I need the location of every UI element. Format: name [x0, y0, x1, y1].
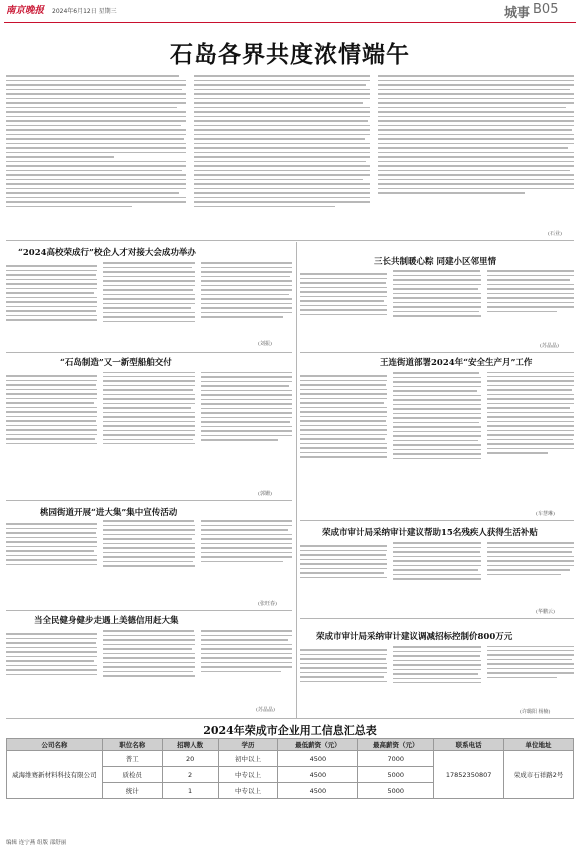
article-text-block: [6, 72, 186, 240]
article-source: (许璐阳 杨楠): [520, 709, 551, 715]
cell-position: 质检员: [102, 767, 162, 783]
article-text-block: [6, 630, 292, 712]
divider: [6, 500, 292, 501]
cell-min-salary: 4500: [278, 767, 358, 783]
jobs-table: [6, 738, 574, 799]
cell-education: 中专以上: [218, 783, 278, 799]
header-count: 招聘人数: [162, 739, 218, 751]
table-header-row: [7, 739, 574, 751]
article-title: 当全民健身健步走遇上美德信用赶大集: [34, 616, 179, 626]
header-max-salary: 最高薪资（元）: [358, 739, 434, 751]
article-title: “2024高校荣成行”校企人才对接大会成功举办: [18, 248, 196, 258]
article-source: (苏晶晶): [256, 707, 275, 713]
divider: [6, 352, 292, 353]
article-source: (苏晶晶): [540, 343, 559, 349]
article-source: (刘振): [258, 341, 272, 347]
cell-education: 中专以上: [218, 767, 278, 783]
cell-position: 统计: [102, 783, 162, 799]
article-source: (张旺春): [258, 601, 277, 607]
article-text-block: [378, 72, 574, 240]
divider: [296, 242, 297, 352]
header-company: 公司名称: [7, 739, 103, 751]
divider: [6, 240, 574, 241]
header-education: 学历: [218, 739, 278, 751]
article-title: “石岛制造”又一新型船舶交付: [60, 358, 172, 368]
article-title: 三长共制暖心粽 同建小区邻里情: [374, 257, 496, 267]
cell-max-salary: 5000: [358, 767, 434, 783]
article-source: (郭姗): [258, 491, 272, 497]
cell-count: 20: [162, 751, 218, 767]
cell-count: 2: [162, 767, 218, 783]
issue-date: 2024年6月12日 星期三: [52, 8, 117, 15]
article-source: (石业): [548, 231, 562, 237]
article-text-block: [6, 372, 292, 496]
page-headline: 石岛各界共度浓情端午: [170, 41, 410, 68]
page-footer: 编辑 连宁燕 组版 邵舒丽: [6, 840, 67, 846]
cell-education: 初中以上: [218, 751, 278, 767]
divider: [6, 610, 292, 611]
page-number: B05: [533, 2, 559, 17]
header-position: 职位名称: [102, 739, 162, 751]
cell-position: 普工: [102, 751, 162, 767]
header-phone: 联系电话: [434, 739, 504, 751]
article-text-block: [300, 270, 574, 350]
masthead: [0, 0, 580, 30]
divider: [300, 618, 574, 619]
article-text-block: [300, 542, 574, 608]
article-source: (车慧琳): [536, 511, 555, 517]
divider: [296, 352, 297, 718]
article-text-block: [300, 372, 574, 518]
cell-min-salary: 4500: [278, 751, 358, 767]
article-title: 桃园街道开展“进大集”集中宣传活动: [40, 508, 178, 518]
header-min-salary: 最低薪资（元）: [278, 739, 358, 751]
divider: [6, 718, 574, 719]
article-source: (华鹏云): [536, 609, 555, 615]
article-title: 荣成市审计局采纳审计建议帮助15名残疾人获得生活补贴: [322, 528, 538, 538]
section-name: 城事: [503, 6, 530, 21]
article-text-block: [194, 72, 370, 240]
cell-company: 威海维赛新材料科技有限公司: [7, 751, 103, 799]
divider: [300, 352, 574, 353]
cell-min-salary: 4500: [278, 783, 358, 799]
table-row: [7, 751, 574, 767]
article-text-block: [6, 262, 292, 352]
article-text-block: [300, 646, 574, 712]
cell-phone: 17852350807: [434, 751, 504, 799]
cell-count: 1: [162, 783, 218, 799]
newspaper-logo: 南京晚报: [6, 5, 45, 16]
divider: [300, 520, 574, 521]
masthead-rule: [4, 22, 576, 23]
article-title: 王连街道部署2024年“安全生产月”工作: [380, 358, 533, 368]
cell-max-salary: 5000: [358, 783, 434, 799]
table-title: 2024年荣成市企业用工信息汇总表: [203, 724, 377, 737]
cell-address: 荣成市石祥路2号: [504, 751, 574, 799]
article-text-block: [6, 520, 292, 604]
cell-max-salary: 7000: [358, 751, 434, 767]
header-address: 单位地址: [504, 739, 574, 751]
article-title: 荣成市审计局采纳审计建议调减招标控制价800万元: [316, 632, 513, 642]
